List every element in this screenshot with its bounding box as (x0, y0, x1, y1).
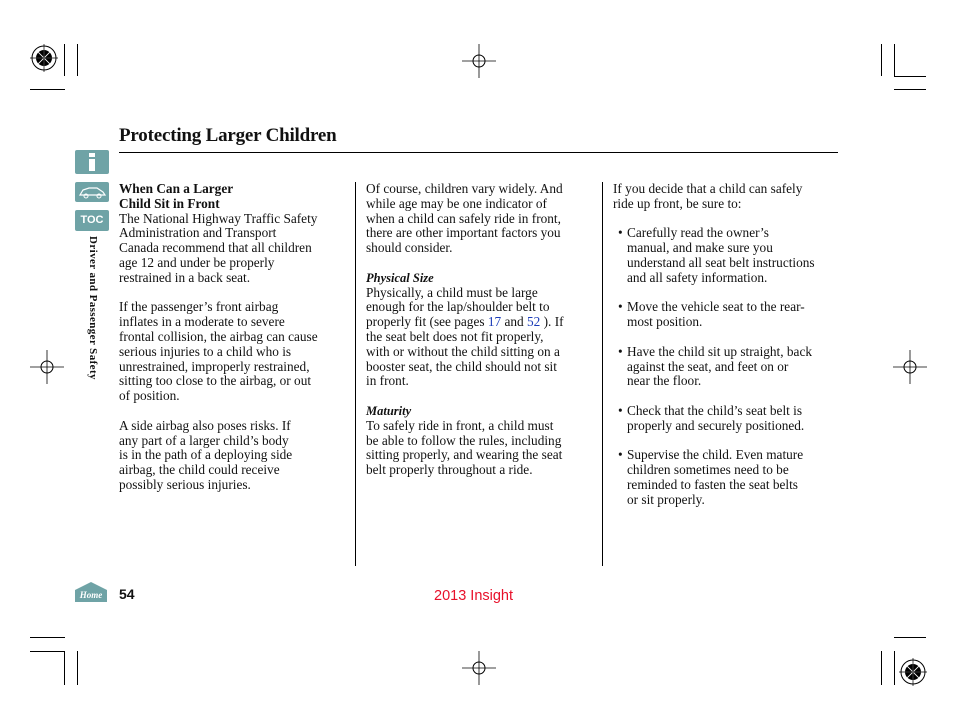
paragraph: A side airbag also poses risks. If any part of a larger child’s body is in the path of a deploying side airbag, the child could receive possibly serious injuries. (119, 417, 293, 492)
paragraph: To safely ride in front, a child must be able to follow the rules, including sitting properly, and wearing the seat belt properly throughout a ride. (366, 417, 563, 478)
title-divider (119, 152, 838, 153)
section-heading: When Can a Larger Child Sit in Front (119, 181, 234, 211)
section-label[interactable]: Driver and Passenger Safety (87, 236, 99, 380)
paragraph: If the passenger’s front airbag inflates in a moderate to severe frontal collision, the airbag can cause serious injuries to a child who is unrestrained, improperly restrained, sitting too close to the airbag, or out of position. (119, 299, 318, 404)
home-label: Home (79, 590, 103, 600)
registration-burst-icon (899, 658, 927, 686)
footer-title: 2013 Insight (434, 588, 514, 604)
subheading-physical-size: Physical Size (366, 270, 434, 285)
registration-target-icon (462, 44, 496, 78)
page-link-17[interactable]: 17 (487, 314, 502, 330)
vehicle-index-button[interactable] (75, 182, 109, 202)
registration-target-icon (893, 350, 927, 384)
car-icon (75, 182, 109, 202)
subheading-maturity: Maturity (366, 403, 412, 418)
registration-target-icon (462, 651, 496, 685)
home-button[interactable] (73, 581, 109, 603)
list-item: • Supervise the child. Even mature children sometimes need to be reminded to fasten the seat belts or sit properly. (613, 448, 849, 507)
paragraph: The National Highway Traffic Safety Administration and Transport Canada recommend that all children age 12 and under be properly restrained in a back seat. (119, 210, 318, 285)
paragraph: Of course, children vary widely. And while age may be one indicator of when a child can safely ride in front, there are other important factors you should consider. (366, 181, 563, 256)
info-icon (75, 150, 109, 174)
page-title: Protecting Larger Children (119, 125, 337, 146)
page-link-52[interactable]: 52 (527, 314, 541, 330)
registration-target-icon (30, 350, 64, 384)
paragraph: Physically, a child must be large enough for the lap/shoulder belt to properly fit (see pages 17 and 52 ). If the seat belt does not fit properly, with or without the child sitting on a booster seat, the child should not sit in front. (366, 284, 564, 389)
column-divider (602, 182, 603, 566)
column-1 (119, 182, 349, 493)
toc-button[interactable]: TOC (75, 210, 109, 231)
list-item: • Carefully read the owner’s manual, and make sure you understand all seat belt instructions and all safety information. (613, 226, 849, 285)
list-item: • Move the vehicle seat to the rear- most position. (613, 300, 849, 330)
list-item: • Check that the child’s seat belt is properly and securely positioned. (613, 404, 849, 434)
column-3 (613, 182, 849, 522)
list-item: • Have the child sit up straight, back against the seat, and feet on or near the floor. (613, 345, 849, 389)
info-button[interactable] (75, 150, 109, 174)
checklist (613, 226, 849, 507)
page-number: 54 (119, 586, 135, 602)
registration-burst-icon (30, 44, 58, 72)
paragraph: If you decide that a child can safely ride up front, be sure to: (613, 181, 803, 211)
column-divider (355, 182, 356, 566)
column-2 (366, 182, 598, 478)
